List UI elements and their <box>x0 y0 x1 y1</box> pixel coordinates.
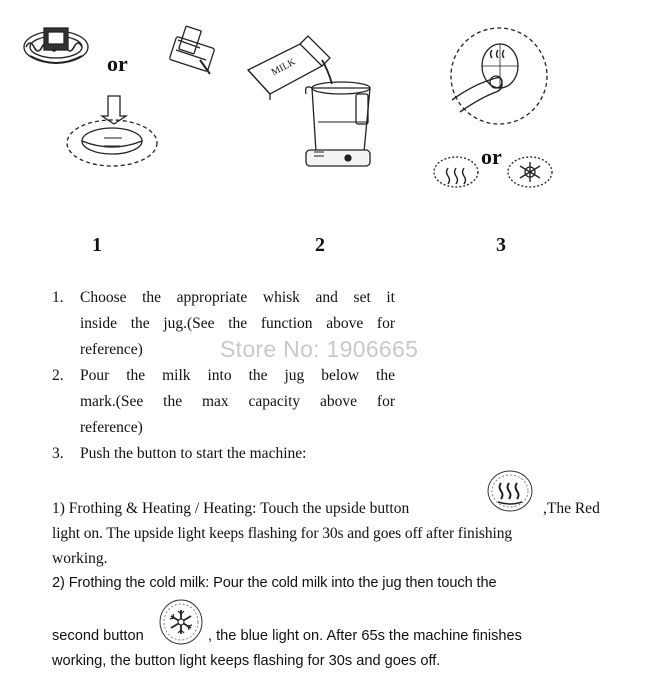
mode1-text-before: 1) Frothing & Heating / Heating: Touch the upside button <box>52 500 410 517</box>
store-watermark: Store No: 1906665 <box>220 336 419 362</box>
snowflake-button-icon <box>158 598 204 646</box>
mode2-line3: working, the button light keeps flashing for 30s and goes off. <box>52 653 441 669</box>
jug-top-view-icon <box>67 96 157 166</box>
instruction-line: Pour the milk into the jug below the <box>80 367 395 384</box>
milk-frother-jug-icon <box>306 60 370 166</box>
instruction-number: 1. <box>52 289 64 306</box>
instruction-line: reference) <box>80 419 143 436</box>
steam-icon <box>491 50 505 58</box>
cold-button-icon <box>508 157 552 187</box>
heat-button-icon <box>434 157 478 187</box>
mode1-line3: working. <box>52 550 108 567</box>
instruction-line: mark.(See the max capacity above for <box>80 393 395 410</box>
mode1-text-after: ,The Red <box>543 500 600 517</box>
instruction-number: 2. <box>52 367 64 384</box>
mode2-text-before: second button <box>52 628 144 644</box>
mode1-line2: light on. The upside light keeps flashing for 30s and goes off after finishing <box>52 525 512 542</box>
spring-whisk-icon <box>24 28 88 63</box>
mode2-text-after: , the blue light on. After 65s the machine finishes <box>208 628 522 644</box>
touch-button-illustration <box>451 28 547 124</box>
instruction-line: Push the button to start the machine: <box>80 445 307 462</box>
instruction-illustrations <box>0 0 650 256</box>
or-label-3: or <box>481 144 502 169</box>
step-number-2: 2 <box>315 234 325 256</box>
instruction-line: Choose the appropriate whisk and set it <box>80 289 395 306</box>
instruction-line: inside the jug.(See the function above for <box>80 315 395 332</box>
or-label-1: or <box>107 51 128 76</box>
step-number-1: 1 <box>92 234 102 256</box>
step-number-3: 3 <box>496 234 506 256</box>
mixer-whisk-icon <box>169 26 214 74</box>
instruction-line: reference) <box>80 341 143 358</box>
carton-label: MILK <box>269 56 298 79</box>
mode2-line1: 2) Frothing the cold milk: Pour the cold milk into the jug then touch the <box>52 575 497 591</box>
mode1-line1 <box>52 496 409 521</box>
steam-button-icon <box>486 469 534 513</box>
instruction-number: 3. <box>52 445 64 462</box>
